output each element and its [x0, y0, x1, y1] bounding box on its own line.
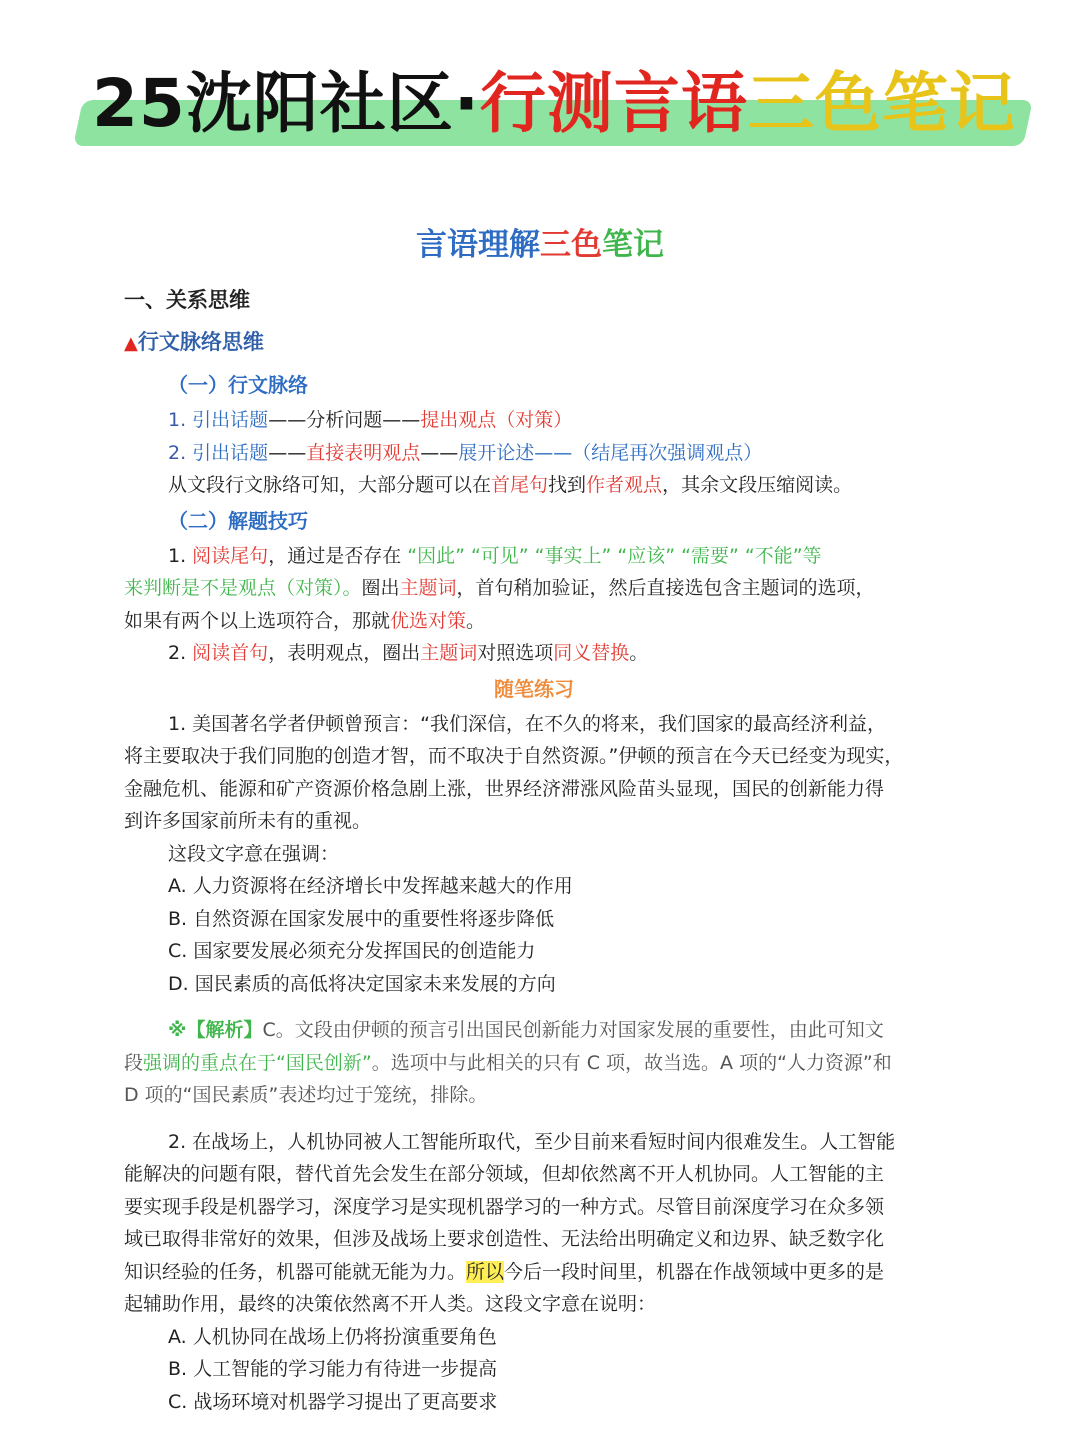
flow-line-2: [124, 437, 944, 470]
title-part-yellow: 三色笔记: [747, 65, 1016, 142]
heading-relation-thinking: 一、关系思维: [124, 288, 250, 312]
tip1-g2: 来判断是不是观点（对策）。: [124, 577, 362, 599]
q2-option-b: B. 人工智能的学习能力有待进一步提高: [168, 1358, 498, 1380]
tip1-num: 1.: [168, 544, 193, 567]
q2-line-2: 能解决的问题有限，替代首先会发生在部分领域，但却依然离不开人机协同。人工智能的主: [124, 1163, 885, 1185]
q2-option-a: A. 人机协同在战场上仍将扮演重要角色: [168, 1325, 497, 1348]
flow2-d1: ——: [268, 441, 307, 464]
flow2-d2: ——: [420, 441, 459, 464]
flow-summary: [124, 469, 944, 502]
tip2-s2: 对照选项: [477, 642, 554, 664]
tip1-s3: ，首句稍加验证，然后直接选包含主题词的选项，: [456, 577, 875, 599]
tip2-line: [124, 637, 944, 670]
tip1-s5: 。: [466, 609, 486, 632]
q2-option-c: C. 战场环境对机器学习提出了更高要求: [168, 1390, 498, 1413]
tip2-r1: 阅读首句: [192, 642, 269, 664]
tip1-line-2: [124, 572, 944, 605]
subtitle-part-blue: 言语理解: [416, 227, 540, 263]
flow2-c: 展开论述——（结尾再次强调观点）: [458, 441, 763, 464]
tip2-r2: 主题词: [420, 642, 478, 664]
subheading-text: 行文脉络思维: [137, 330, 264, 354]
summary-s1: 从文段行文脉络可知，大部分题可以在: [168, 474, 492, 496]
q2-line-4: 域已取得非常好的效果，但涉及战场上要求创造性、无法给出明确定义和边界、缺乏数字化: [124, 1228, 885, 1250]
triangle-marker-icon: ▲: [124, 333, 138, 354]
tip1-r2: 主题词: [399, 577, 457, 599]
q1-line-3: 金融危机、能源和矿产资源价格急剧上涨，世界经济滞涨风险苗头显现，国民的创新能力得: [124, 777, 885, 800]
flow1-mid: ——分析问题——: [268, 409, 421, 431]
part1-title: （一）行文脉络: [168, 373, 308, 397]
tip1-r1: 阅读尾句: [192, 544, 269, 567]
flow2-num: 2.: [168, 441, 193, 464]
part2-title: （二）解题技巧: [168, 508, 308, 533]
q1-prompt: 这段文字意在强调：: [168, 842, 340, 865]
summary-r1: 首尾句: [491, 474, 549, 496]
analysis-l2g: 强调的重点在于“国民创新”: [143, 1051, 372, 1074]
q1-line-4: 到许多国家前所未有的重视。: [124, 810, 372, 832]
q1-line-1: 1. 美国著名学者伊顿曾预言：“我们深信，在不久的将来，我们国家的最高经济利益，: [168, 712, 887, 735]
q2-line-1: 2. 在战场上，人机协同被人工智能所取代，至少目前来看短时间内很难发生。人工智能: [168, 1130, 896, 1153]
tip1-s1: ，通过是否存在: [268, 544, 408, 567]
summary-s3: ，其余文段压缩阅读。: [662, 474, 853, 496]
flow2-b: 直接表明观点: [306, 441, 421, 464]
tip2-s1: ，表明观点，圈出: [268, 642, 421, 664]
notes-body: [124, 280, 944, 1418]
analysis-label: ※【解析】: [168, 1019, 263, 1041]
flow1-a: 引出话题: [192, 409, 269, 431]
title-banner: [78, 62, 1028, 146]
analysis-l1: C。文段由伊顿的预言引出国民创新能力对国家发展的重要性，由此可知文: [262, 1019, 884, 1041]
analysis-l2b: 。选项中与此相关的只有 C 项，故当选。A 项的“人力资源”和: [371, 1051, 892, 1074]
flow-line-1: [124, 404, 944, 437]
page-title: [92, 62, 1016, 146]
tip1-line-1: [124, 540, 944, 573]
subheading-flow-thinking: [124, 320, 944, 366]
analysis-l2a: 段: [124, 1051, 144, 1074]
tip1-s2: 圈出: [361, 577, 400, 599]
q1-analysis-line-1: [124, 1014, 944, 1047]
q2-line-5a: 知识经验的任务，机器可能就无能为力。: [124, 1260, 467, 1283]
tip2-s3: 。: [629, 642, 649, 664]
subtitle-part-green: 笔记: [602, 227, 664, 263]
q2-line-5: [124, 1256, 944, 1289]
flow2-a: 引出话题: [192, 441, 269, 464]
q2-line-6: 起辅助作用，最终的决策依然离不开人类。这段文字意在说明：: [124, 1293, 657, 1315]
title-part-black: 25沈阳社区·: [92, 65, 480, 142]
tip2-r3: 同义替换: [553, 642, 630, 664]
q2-line-5b: 今后一段时间里，机器在作战领域中更多的是: [504, 1260, 885, 1283]
tip1-s4: 如果有两个以上选项符合，那就: [124, 609, 391, 632]
tip1-keywords: “因此” “可见” “事实上” “应该” “需要” “不能”等: [407, 544, 822, 567]
q1-option-a: A. 人力资源将在经济增长中发挥越来越大的作用: [168, 875, 573, 897]
q1-option-c: C. 国家要发展必须充分发挥国民的创造能力: [168, 940, 536, 962]
q2-line-3: 要实现手段是机器学习，深度学习是实现机器学习的一种方式。尽管目前深度学习在众多领: [124, 1195, 885, 1218]
flow1-b: 提出观点（对策）: [420, 409, 573, 431]
q1-line-2: 将主要取决于我们同胞的创造才智，而不取决于自然资源。”伊顿的预言在今天已经变为现实，: [124, 745, 904, 767]
tip2-num: 2.: [168, 642, 193, 664]
q1-option-b: B. 自然资源在国家发展中的重要性将逐步降低: [168, 907, 555, 930]
summary-r2: 作者观点: [586, 474, 663, 496]
flow1-num: 1.: [168, 409, 193, 431]
tip1-line-3: [124, 605, 944, 638]
practice-title: 随笔练习: [494, 676, 574, 701]
subtitle-part-red: 三色: [540, 227, 602, 263]
title-part-red: 行测言语: [479, 65, 748, 142]
q2-highlight: 所以: [466, 1260, 505, 1283]
q1-option-d: D. 国民素质的高低将决定国家未来发展的方向: [168, 972, 556, 995]
section-title: [0, 222, 1080, 268]
summary-s2: 找到: [548, 474, 587, 496]
q1-analysis-line-2: [124, 1047, 944, 1080]
q1-analysis-line-3: D 项的“国民素质”表述均过于笼统，排除。: [124, 1084, 488, 1106]
tip1-r3: 优选对策: [390, 609, 467, 632]
